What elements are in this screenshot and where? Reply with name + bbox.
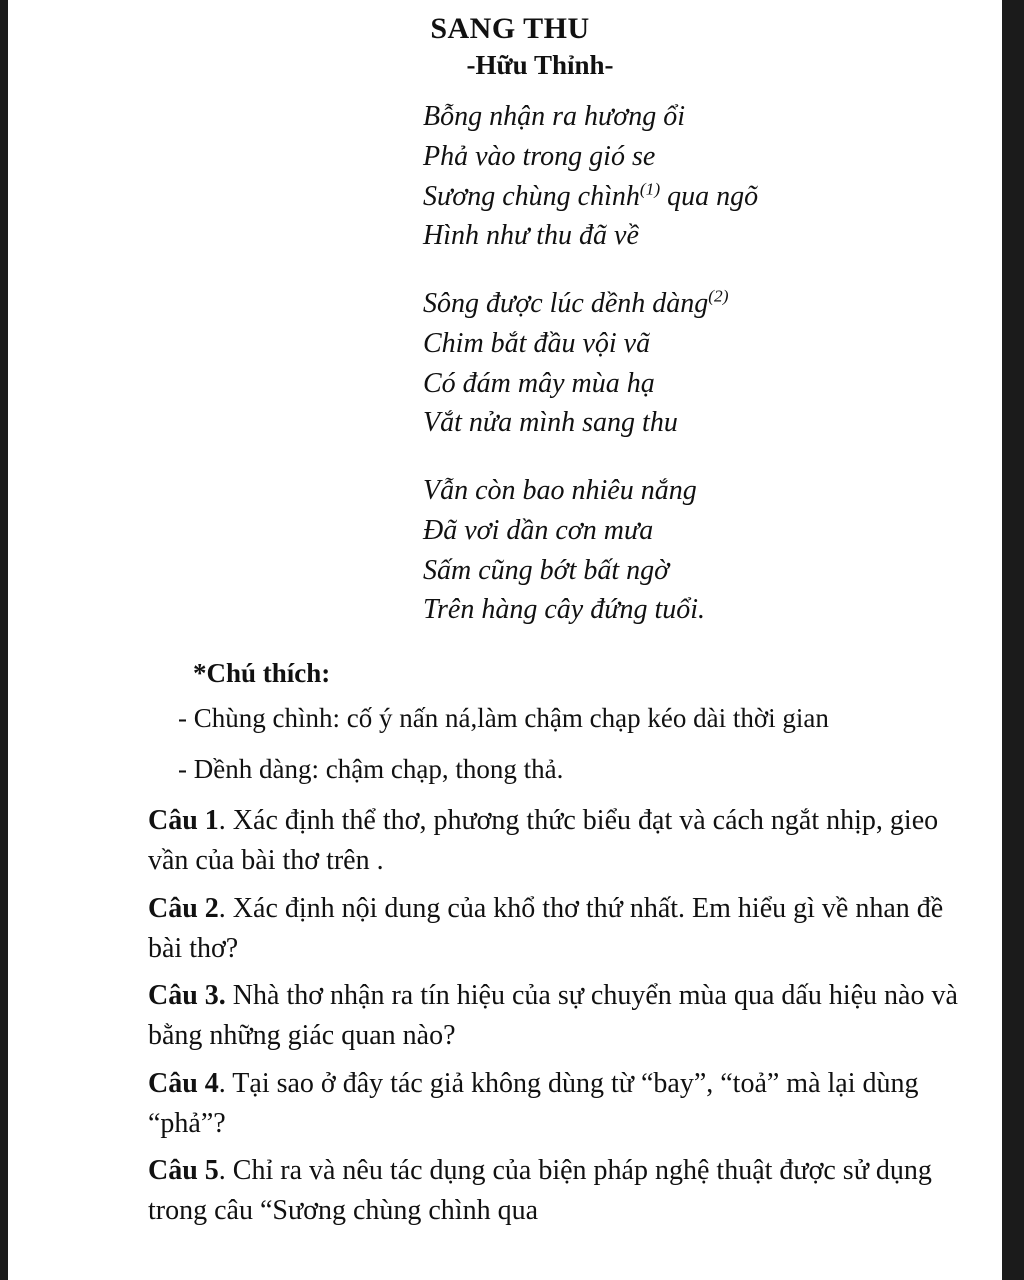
poem-line: Sấm cũng bớt bất ngờ xyxy=(423,554,670,586)
poem-line xyxy=(423,284,982,324)
poem-stanza xyxy=(423,97,982,256)
document-content xyxy=(8,0,1002,1280)
question-label: Câu 2 xyxy=(148,892,219,924)
poem-line: Đã vơi dần cơn mưa xyxy=(423,514,654,546)
poem-stanza xyxy=(423,284,982,443)
notes-heading: *Chú thích: xyxy=(193,658,331,688)
poem-line: Vẫn còn bao nhiêu nắng xyxy=(423,475,697,506)
author-line: -Hữu Thỉnh- xyxy=(466,50,614,80)
question-text: . Xác định nội dung của khổ thơ thứ nhất. Em hiểu gì về nhan đề bài thơ? xyxy=(148,892,944,964)
poem-line: Hình như thu đã về xyxy=(423,220,639,252)
question-label: Câu 5 xyxy=(148,1155,219,1187)
poem-line-text: Sông được lúc dềnh dàng xyxy=(423,288,709,319)
poem-line: Trên hàng cây đứng tuổi. xyxy=(423,594,706,626)
poem-line-text-cont: qua ngõ xyxy=(660,180,759,212)
footnote-marker: (2) xyxy=(708,286,729,306)
question-item xyxy=(28,801,982,881)
poem-body xyxy=(28,97,982,630)
poem-stanza xyxy=(423,471,982,630)
poem-line: Bỗng nhận ra hương ổi xyxy=(423,101,685,132)
poem-line: Có đám mây mùa hạ xyxy=(423,367,655,399)
question-label: Câu 1 xyxy=(148,805,219,837)
note-item: - Dềnh dàng: chậm chạp, thong thả. xyxy=(178,754,564,785)
question-text: Nhà thơ nhận ra tín hiệu của sự chuyển mùa qua dấu hiệu nào và bằng những giác quan nào? xyxy=(148,980,958,1052)
question-text: . Chỉ ra và nêu tác dụng của biện pháp nghệ thuật được sử dụng trong câu “Sương chùng chình qua xyxy=(148,1155,932,1227)
photo-edge-left xyxy=(0,0,8,1280)
page-title: SANG THU xyxy=(430,12,590,45)
question-label: Câu 4 xyxy=(148,1067,219,1099)
question-text: . Tại sao ở đây tác giả không dùng từ “bay”, “toả” mà lại dùng “phả”? xyxy=(148,1067,919,1139)
question-item xyxy=(28,889,982,969)
poem-line xyxy=(423,177,982,217)
question-item xyxy=(28,1151,982,1231)
question-label: Câu 3. xyxy=(148,980,226,1012)
note-item: - Chùng chình: cố ý nấn ná,làm chậm chạp kéo dài thời gian xyxy=(178,703,829,733)
question-item xyxy=(28,1064,982,1144)
photo-edge-right xyxy=(1002,0,1024,1280)
question-text: . Xác định thể thơ, phương thức biểu đạt và cách ngắt nhịp, gieo vần của bài thơ trên . xyxy=(148,805,939,877)
question-item xyxy=(28,976,982,1056)
poem-line-text: Sương chùng chình xyxy=(423,180,640,212)
poem-line: Phả vào trong gió se xyxy=(423,140,656,172)
poem-line: Vắt nửa mình sang thu xyxy=(423,407,678,439)
footnote-marker: (1) xyxy=(639,179,661,199)
poem-line: Chim bắt đầu vội vã xyxy=(423,327,651,359)
